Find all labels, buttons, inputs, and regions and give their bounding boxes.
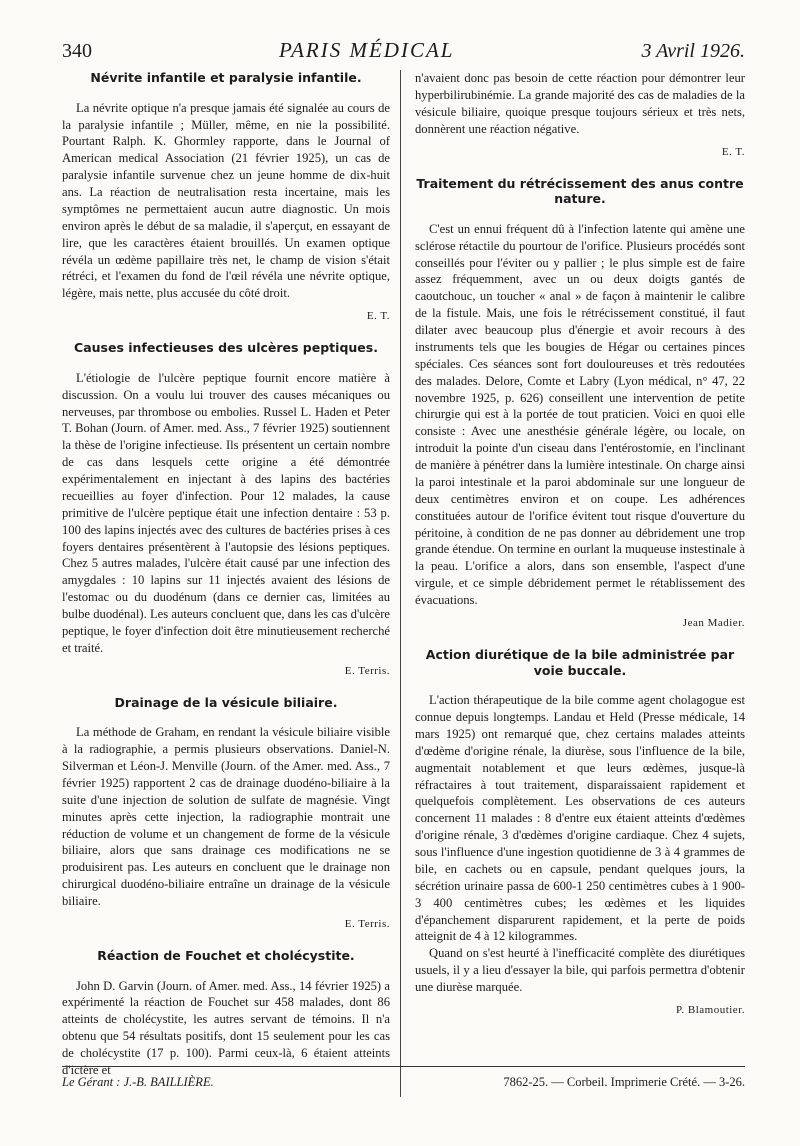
article-title: Causes infectieuses des ulcères peptiques. <box>74 340 378 356</box>
article-retrecissement <box>415 176 745 629</box>
article-body: La névrite optique n'a presque jamais été signalée au cours de la paralysie infantile ; Müller, même, en nie la possibilité. Pourtant Ralph. K. Ghormley rapporte, dans le Journal of American medical Association (21 février 1925), un cas de paralysie infantile survenue chez un jeune homme de dix-huit ans. La réaction de neutralisation resta incertaine, mais les symptômes ne permettaient aucun autre diagnostic. Un mois environ après le début de sa maladie, il s'aperçut, en essayant de lire, que les caractères étaient brouillés. Un examen optique révéla un œdème papillaire très net, le champ de vision s'était rétréci, et l'examen du fond de l'œil révéla une névrite optique, légère, mais nette, plus accusée du côté droit. <box>62 100 390 301</box>
right-column <box>400 70 745 1097</box>
article-title: Traitement du rétrécissement des anus contre nature. <box>416 175 744 207</box>
article-body: Quand on s'est heurté à l'inefficacité complète des diurétiques usuels, il y a lieu d'essayer la bile, qui parfois permettra d'obtenir une diurèse marquée. <box>415 946 745 994</box>
article-fouchet-continued <box>415 70 745 158</box>
article-signature: Jean Madier. <box>682 616 745 629</box>
article-body-continuation: n'avaient donc pas besoin de cette réaction pour démontrer leur hyperbilirubinémie. La grande majorité des cas de maladies de la vésicule biliaire, quoique presque toujours sérieux et très nets, donnèrent une réaction négative. <box>415 71 745 136</box>
article-ulceres <box>62 340 390 677</box>
article-nevrite <box>62 70 390 322</box>
article-body: L'étiologie de l'ulcère peptique fournit encore matière à discussion. On a voulu lui trouver des causes mécaniques ou nerveuses, par thrombose ou embolies. Russel L. Haden et Peter T. Bohan (Journ. of Amer. med. Ass., 7 février 1925) soutiennent la thèse de l'origine infectieuse. Ils présentent un certain nombre de cas dans lesquels cette origine a été démontrée expérimentalement en injectant à des lapins des bactéries recueillies au foyer d'infection. Pour 12 malades, la cause primitive de l'ulcère peptique était une infection dentaire : 53 p. 100 des lapins injectés avec des cultures de bactéries prises à ces foyers dentaires présentèrent à l'autopsie des lésions peptiques. Chez 5 autres malades, l'ulcère était causé par une infection des amygdales : 10 lapins sur 11 injectés avaient des lésions de l'estomac ou du duodénum (dans ce dernier cas, limitées au bulbe duodénal). Les auteurs concluent que, dans les cas d'ulcère peptique, le foyer d'infection doit être minutieusement recherché et traité. <box>62 370 390 655</box>
footer-gerant: Le Gérant : J.-B. BAILLIÈRE. <box>62 1075 214 1089</box>
footer-printer: 7862-25. — Corbeil. Imprimerie Crété. — 3-26. <box>503 1075 745 1089</box>
left-column <box>62 70 390 1097</box>
running-head <box>62 38 745 66</box>
page-footer <box>62 1066 745 1090</box>
article-body: John D. Garvin (Journ. of Amer. med. Ass., 14 février 1925) a expérimenté la réaction de Fouchet sur 458 malades, dont 86 atteints de cholécystite, les autres servant de témoins. Il n'a obtenu que 54 résultats positifs, dont 15 seulement pour les cas de cholécystite (17 p. 100). Parmi ceux-là, 6 étaient atteints d'ictère et <box>62 978 390 1077</box>
article-fouchet <box>62 948 390 1079</box>
page-number: 340 <box>62 40 92 62</box>
article-drainage <box>62 695 390 930</box>
article-body: La méthode de Graham, en rendant la vésicule biliaire visible à la radiographie, a permis plusieurs observations. Daniel-N. Silverman et Léon-J. Menville (Journ. of the Amer. med. Ass., 7 février 1925) rapportent 2 cas de drainage duodéno-biliaire à la suite d'une injection de solution de sulfate de magnésie. Vingt minutes après cette injection, la radiographie montrait une réduction de volume et un changement de forme de la vésicule biliaire, alors que sans drainage ces modifications ne se produisirent pas. Les auteurs en concluent que le drainage non chirurgical duodéno-biliaire entraîne un drainage de la vésicule biliaire. <box>62 725 390 908</box>
article-signature: E. Terris. <box>344 917 390 930</box>
article-signature: E. T. <box>366 310 390 323</box>
article-title: Réaction de Fouchet et cholécystite. <box>97 947 355 963</box>
article-body: C'est un ennui fréquent dû à l'infection latente qui amène une sclérose rétactile du pourtour de l'orifice. Plusieurs procédés sont conseillés pour l'éviter ou y pallier ; le plus simple est de faire assez fréquemment, avec un ou deux doigts gantés de caoutchouc, un toucher « anal » de façon à maintenir le calibre de la fistule. Mais, une fois le rétrécissement constitué, il faut dilater avec beaucoup plus d'énergie et avoir recours à des instruments tels que les bougies de Hégar ou certaines pinces spéciales. Ces séances sont fort douloureuses et très redoutées des malades. Delore, Comte et Labry (Lyon médical, n° 47, 22 novembre 1925, p. 626) conseillent une intervention de petite chirurgie qui est à la portée de tout praticien. Voici en quoi elle consiste : Avec une anesthésie générale légère, ou locale, on introduit la pointe d'un ciseau dans l'entérostomie, en l'inclinant de manière à pénétrer dans la lumière intestinale. On charge ainsi la paroi intestinale et la paroi abdominale sur une longueur de deux centimètres environ et on coupe. Les adhérences constituées autour de l'orifice évitent tout risque d'ouverture du péritoine, à condition de ne pas donner au débridement une trop grande étendue. On termine en ourlant la muqueuse instestinale à la peau. L'orifice a alors, dans son ensemble, l'aspect d'une virgule, et ce simple débridement permet le rétablissement des évacuations. <box>415 221 745 607</box>
article-signature: P. Blamoutier. <box>675 1003 745 1016</box>
article-title: Action diurétique de la bile administrée par voie buccale. <box>425 646 735 678</box>
article-bile <box>415 647 745 1016</box>
article-body: L'action thérapeutique de la bile comme agent cholagogue est connue depuis longtemps. Landau et Held (Presse médicale, 14 mars 1925) ont remarqué que, chez certains malades atteints d'œdème d'origine rénale, la diurèse, sous l'influence de la bile, augmentait notablement et que leurs œdèmes, jusque-là réfractaires à tout traitement, disparaissaient rapidement et quelquefois complètement. Les observations de ces auteurs concernent 11 malades : 8 d'entre eux étaient atteints d'œdèmes d'origine rénale, 3 d'œdèmes d'origine cardiaque. Chez 4 sujets, sous l'influence d'une ingestion quotidienne de 3 à 4 grammes de bile, en cachets ou en capsule, pendant quelques jours, la sécrétion urinaire passa de 600-1 250 centimètres cubes à 1 900-3 400 centimètres cubes; les œdèmes et les liquides d'épanchement disparurent rapidement, et la perte de poids atteignit de 4 à 12 kilogrammes. <box>415 693 745 944</box>
journal-page <box>62 38 745 1097</box>
article-signature: E. Terris. <box>344 664 390 677</box>
issue-date: 3 Avril 1926. <box>641 40 745 62</box>
article-title: Drainage de la vésicule biliaire. <box>114 694 338 710</box>
article-title: Névrite infantile et paralysie infantile. <box>90 70 362 85</box>
article-signature: E. T. <box>721 145 745 158</box>
journal-title: PARIS MÉDICAL <box>278 38 455 62</box>
